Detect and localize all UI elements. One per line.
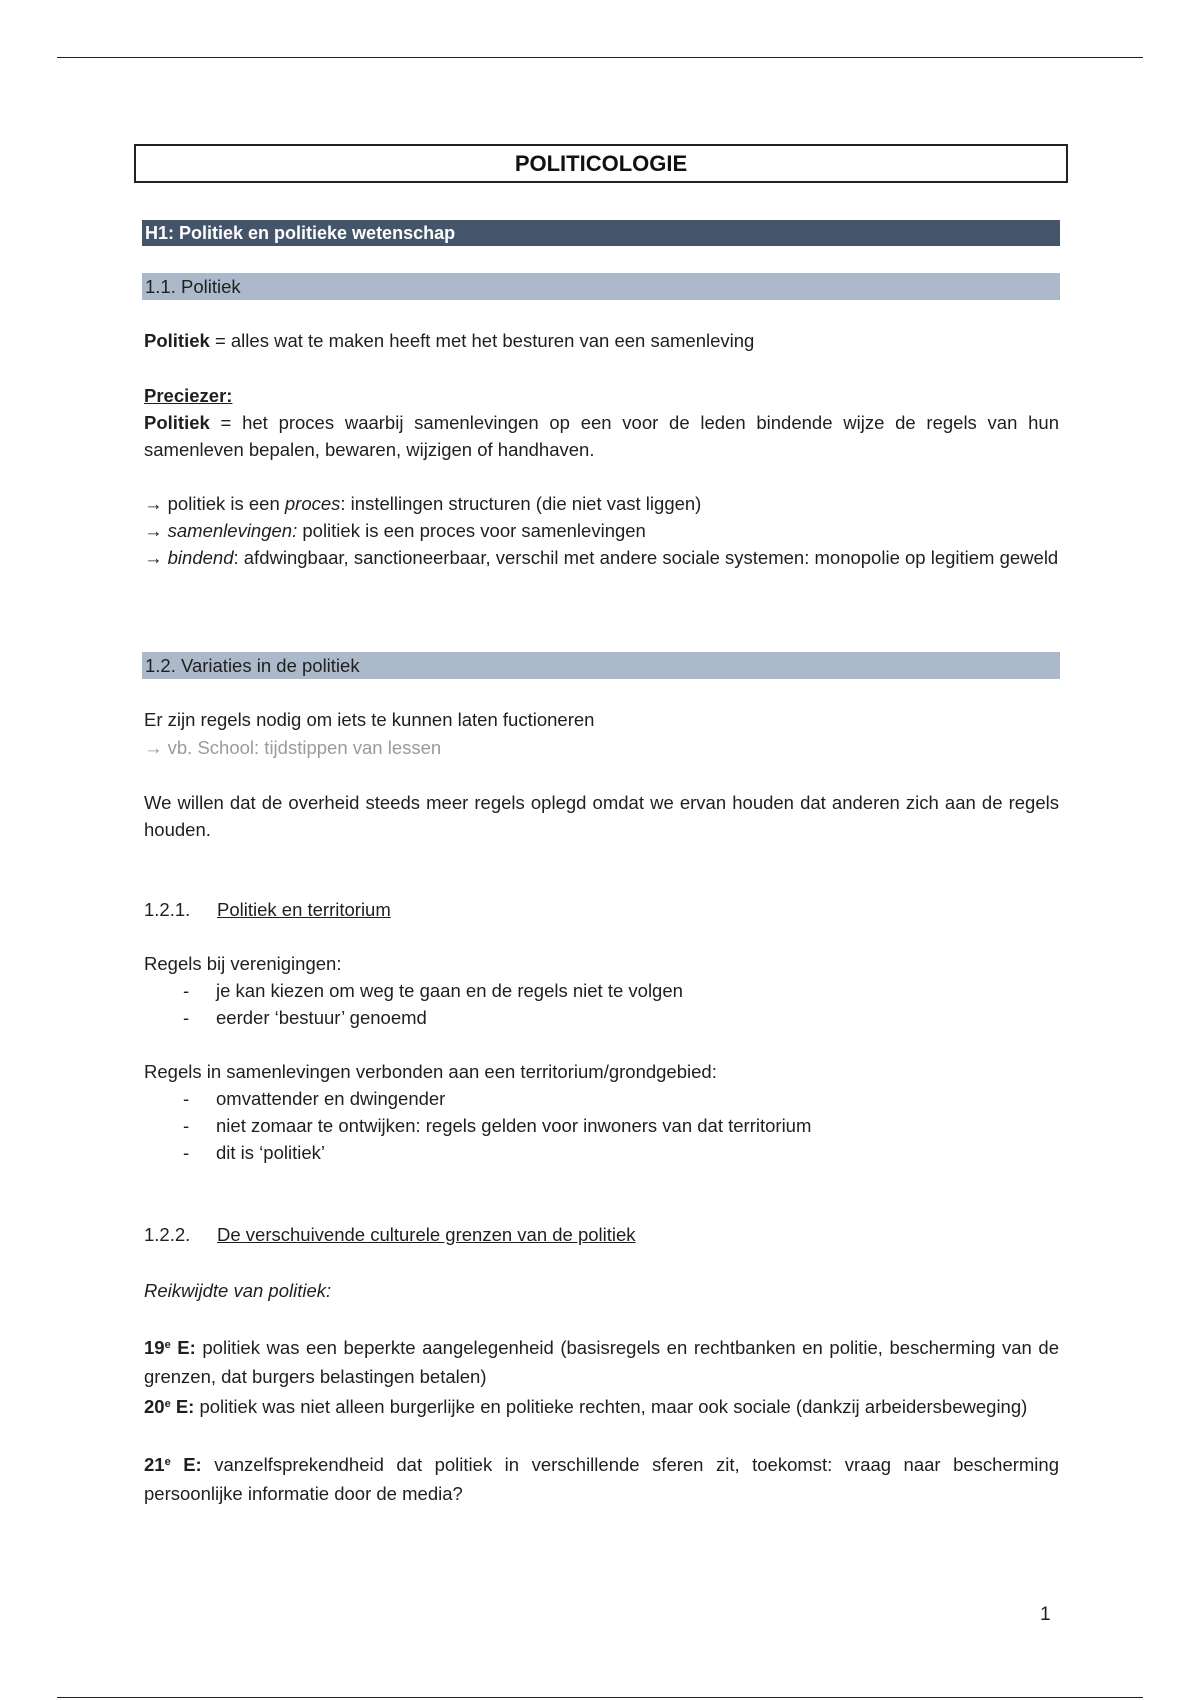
list-item bbox=[183, 977, 683, 1004]
arrow-point-3-post: : afdwingbaar, sanctioneerbaar, verschil met andere sociale systemen: monopolie op legitiem geweld bbox=[233, 547, 1059, 568]
arrow-point-2 bbox=[144, 517, 1059, 544]
s12-paragraph-2: We willen dat de overheid steeds meer regels oplegd omdat we ervan houden dat anderen zich aan de regels houden. bbox=[144, 792, 1059, 840]
s121-intro-2: Regels in samenlevingen verbonden aan een territorium/grondgebied: bbox=[144, 1061, 717, 1082]
definition-2-text: = het proces waarbij samenlevingen op een voor de leden bindende wijze de regels van hun samenleven bepalen, bewaren, wijzigen of handhaven. bbox=[144, 412, 1059, 460]
arrow-point-1-em: proces bbox=[284, 493, 341, 514]
preciezer-text: Preciezer: bbox=[144, 385, 233, 406]
arrow-point-3 bbox=[144, 544, 1059, 571]
chapter-heading: H1: Politiek en politieke wetenschap bbox=[142, 220, 1060, 246]
reach-label bbox=[144, 1277, 1059, 1304]
arrow-point-2-post: politiek is een proces voor samenlevingen bbox=[297, 520, 646, 541]
list-item-text: je kan kiezen om weg te gaan en de regels niet te volgen bbox=[216, 980, 683, 1001]
subsection-title: De verschuivende culturele grenzen van de politiek bbox=[217, 1224, 636, 1245]
definition-2 bbox=[144, 409, 1059, 463]
reach-label-text: Reikwijdte van politiek: bbox=[144, 1280, 332, 1301]
list-item-text: niet zomaar te ontwijken: regels gelden voor inwoners van dat territorium bbox=[216, 1115, 812, 1136]
list-item-text: dit is ‘politiek’ bbox=[216, 1142, 325, 1163]
century-21-text: vanzelfsprekendheid dat politiek in verschillende sferen zit, toekomst: vraag naar bescherming persoonlijke informatie door de media? bbox=[144, 1454, 1059, 1504]
century-20-label: 20e E: bbox=[144, 1396, 195, 1417]
arrow-icon: → bbox=[144, 493, 163, 514]
definition-1-term: Politiek bbox=[144, 330, 210, 351]
section-heading-1-1: 1.1. Politiek bbox=[142, 273, 1060, 300]
century-20 bbox=[144, 1392, 1059, 1421]
subsection-number: 1.2.1. bbox=[144, 899, 191, 920]
subsection-heading-1-2-2 bbox=[144, 1221, 636, 1248]
definition-1-text: = alles wat te maken heeft met het besturen van een samenleving bbox=[209, 330, 755, 351]
list-item bbox=[183, 1112, 811, 1139]
subsection-title: Politiek en territorium bbox=[217, 899, 391, 920]
document-title: POLITICOLOGIE bbox=[134, 144, 1068, 183]
arrow-point-1 bbox=[144, 490, 1059, 517]
arrow-point-3-em: bindend bbox=[167, 547, 234, 568]
arrow-point-1-post: : instellingen structuren (die niet vast liggen) bbox=[340, 493, 702, 514]
century-21 bbox=[144, 1450, 1059, 1508]
section-heading-1-2: 1.2. Variaties in de politiek bbox=[142, 652, 1060, 679]
page-number: 1 bbox=[1040, 1604, 1051, 1625]
definition-2-term: Politiek bbox=[144, 412, 210, 433]
list-item-text: eerder ‘bestuur’ genoemd bbox=[216, 1007, 427, 1028]
list-dash: - bbox=[183, 1007, 190, 1028]
list-item bbox=[183, 1004, 427, 1031]
century-19-text: politiek was een beperkte aangelegenheid (basisregels en rechtbanken en politie, bescherming van de grenzen, dat burgers belastingen betalen) bbox=[144, 1337, 1059, 1387]
subsection-number: 1.2.2. bbox=[144, 1224, 191, 1245]
list-dash: - bbox=[183, 1088, 190, 1109]
preciezer-label bbox=[144, 382, 1059, 409]
list-dash: - bbox=[183, 980, 190, 1001]
century-19 bbox=[144, 1333, 1059, 1391]
list-item-text: omvattender en dwingender bbox=[216, 1088, 446, 1109]
list-dash: - bbox=[183, 1142, 190, 1163]
subsection-heading-1-2-1 bbox=[144, 896, 391, 923]
century-20-text: politiek was niet alleen burgerlijke en politieke rechten, maar ook sociale (dankzij arbeidersbeweging) bbox=[194, 1396, 1028, 1417]
list-item bbox=[183, 1085, 445, 1112]
century-19-label: 19e E: bbox=[144, 1337, 196, 1358]
s121-intro-1: Regels bij verenigingen: bbox=[144, 953, 342, 974]
s12-example: → vb. School: tijdstippen van lessen bbox=[144, 737, 442, 758]
footer-rule bbox=[57, 1697, 1143, 1698]
header-rule bbox=[57, 57, 1143, 58]
list-item bbox=[183, 1139, 325, 1166]
definition-1 bbox=[144, 327, 1059, 354]
list-dash: - bbox=[183, 1115, 190, 1136]
arrow-icon: → bbox=[144, 520, 163, 541]
arrow-point-1-pre: politiek is een bbox=[162, 493, 285, 514]
arrow-point-2-em: samenlevingen: bbox=[167, 520, 298, 541]
s12-paragraph-1: Er zijn regels nodig om iets te kunnen laten fuctioneren bbox=[144, 709, 595, 730]
century-21-label: 21e E: bbox=[144, 1454, 202, 1475]
arrow-icon: → bbox=[144, 547, 163, 568]
